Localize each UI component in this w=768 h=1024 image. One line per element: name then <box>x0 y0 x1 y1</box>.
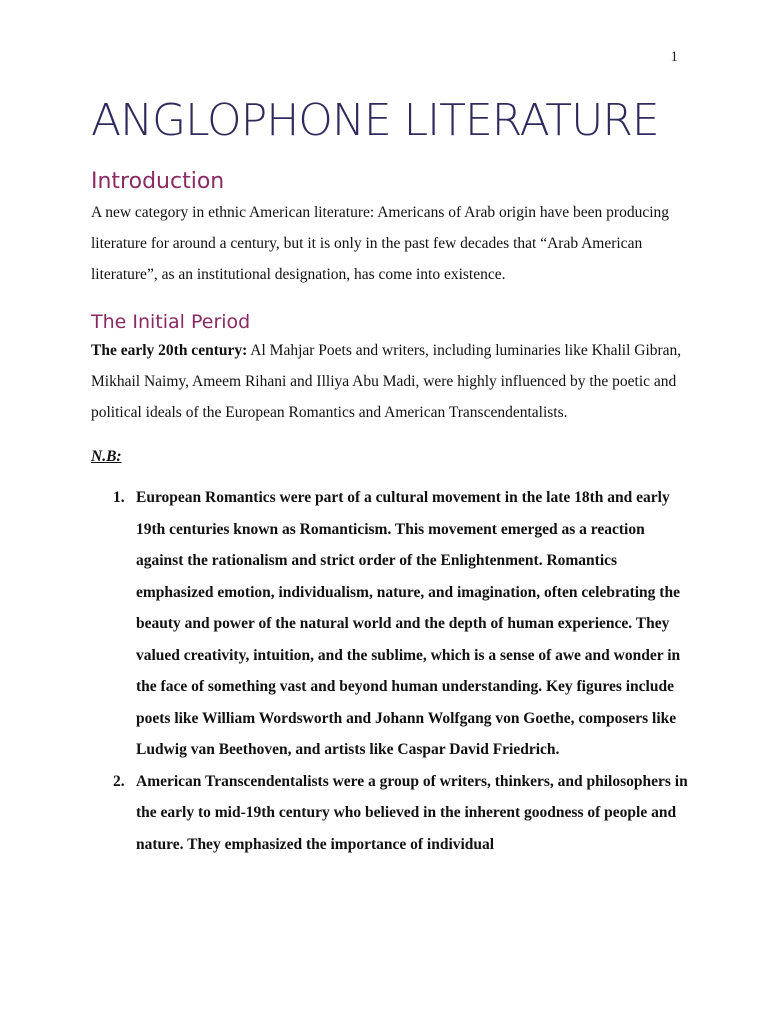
initial-period-text: Al Mahjar Poets and writers, including luminaries like Khalil Gibran, Mikhail Naimy, Ameem Rihani and Illiya Abu Madi, were highly influenced by the poetic and political ideals of the European Romantics and American Transcendentalists. <box>91 342 682 421</box>
initial-period-paragraph <box>91 335 691 428</box>
note-item <box>91 766 691 861</box>
introduction-paragraph: A new category in ethnic American literature: Americans of Arab origin have been producing literature for around a century, but it is only in the past few decades that “Arab American literature”, as an institutional designation, has come into existence. <box>91 204 670 283</box>
note-number: 1. <box>113 489 125 506</box>
note-item <box>91 482 691 766</box>
document-body <box>91 90 691 860</box>
note-text: American Transcendentalists were a group of writers, thinkers, and philosophers in the early to mid-19th century who believed in the inherent goodness of people and nature. They emphasized the importance of individual <box>136 772 688 853</box>
note-number: 2. <box>113 772 125 790</box>
nb-label: N.B: <box>91 448 122 465</box>
notes-list <box>91 482 691 860</box>
document-title: ANGLOPHONE LITERATURE <box>91 95 659 146</box>
introduction-heading: Introduction <box>91 169 225 194</box>
initial-period-heading: The Initial Period <box>91 311 251 333</box>
initial-period-lead: The early 20th century: <box>91 342 248 359</box>
page-number: 1 <box>670 49 678 65</box>
note-text: European Romantics were part of a cultural movement in the late 18th and early 19th centuries known as Romanticism. This movement emerged as a reaction against the rationalism and strict order of the Enlightenment. Romantics emphasized emotion, individualism, nature, and imagination, often celebrating the beauty and power of the natural world and the depth of human experience. They valued creativity, intuition, and the sublime, which is a sense of awe and wonder in the face of something vast and beyond human understanding. Key figures include poets like William Wordsworth and Johann Wolfgang von Goethe, composers like Ludwig van Beethoven, and artists like Caspar David Friedrich. <box>136 489 681 758</box>
